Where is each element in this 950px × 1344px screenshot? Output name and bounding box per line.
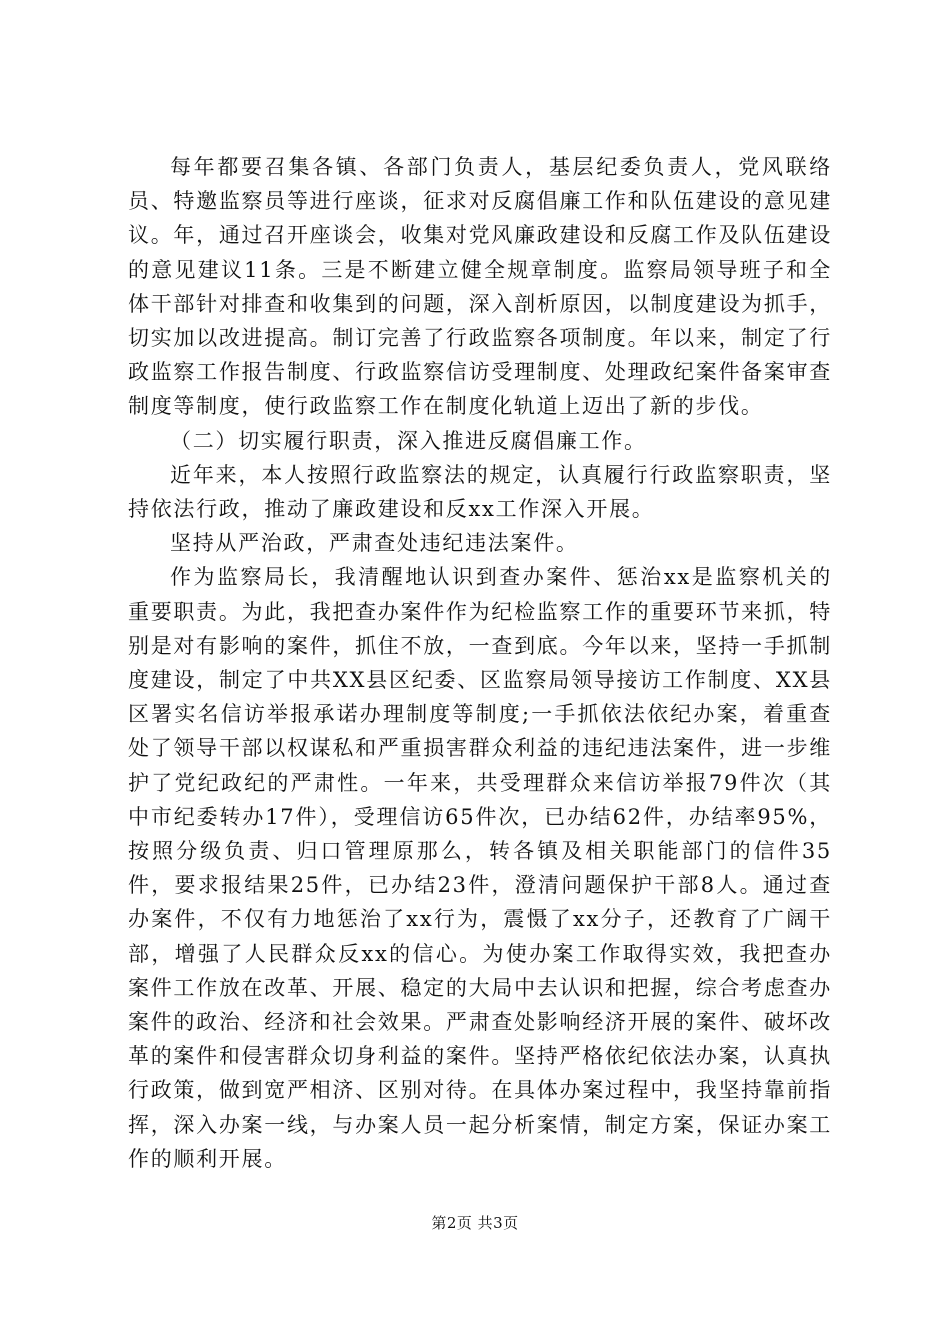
paragraph-case-handling: 作为监察局长，我清醒地认识到查办案件、惩治xx是监察机关的重要职责。为此，我把查办案件作为纪检监察工作的重要环节来抓，特别是对有影响的案件，抓住不放，一查到底。今年以来，坚持一手抓制度建设，制定了中共XX县区纪委、区监察局领导接访工作制度、XX县区署实名信访举报承诺办理制度等制度;一手抓依法依纪办案，着重查处了领导干部以权谋私和严重损害群众利益的违纪违法案件，进一步维护了党纪政纪的严肃性。一年来，共受理群众来信访举报79件次（其中市纪委转办17件），受理信访65件次，已办结62件，办结率95%，按照分级负责、归口管理原那么，转各镇及相关职能部门的信件35件，要求报结果25件，已办结23件，澄清问题保护干部8人。通过查办案件，不仅有力地惩治了xx行为，震慑了xx分子，还教育了广阔干部，增强了人民群众反xx的信心。为使办案工作取得实效，我把查办案件工作放在改革、开展、稳定的大局中去认识和把握，综合考虑查办案件的政治、经济和社会效果。严肃查处影响经济开展的案件、破坏改革的案件和侵害群众切身利益的案件。坚持严格依纪依法办案，认真执行政策，做到宽严相济、区别对待。在具体办案过程中，我坚持靠前指挥，深入办案一线，与办案人员一起分析案情，制定方案，保证办案工作的顺利开展。: [128, 565, 832, 1171]
section-heading: （二）切实履行职责，深入推进反腐倡廉工作。: [170, 428, 647, 453]
paragraph-meetings-and-rules: 每年都要召集各镇、各部门负责人，基层纪委负责人，党风联络员、特邀监察员等进行座谈，征求对反腐倡廉工作和队伍建设的意见建议。年，通过召开座谈会，收集对党风廉政建设和反腐工作及队伍建设的意见建议11条。三是不断建立健全规章制度。监察局领导班子和全体干部针对排查和收集到的问题，深入剖析原因，以制度建设为抓手，切实加以改进提高。制订完善了行政监察各项制度。年以来，制定了行政监察工作报告制度、行政监察信访受理制度、处理政纪案件备案审查制度等制度，使行政监察工作在制度化轨道上迈出了新的步伐。: [128, 155, 832, 419]
paragraph-duties: 近年来，本人按照行政监察法的规定，认真履行行政监察职责，坚持依法行政，推动了廉政建设和反xx工作深入开展。: [128, 462, 832, 522]
subsection-heading: 坚持从严治政，严肃查处违纪违法案件。: [170, 531, 579, 556]
document-body: [128, 150, 832, 1176]
page-number-footer: 第2页 共3页: [431, 1214, 519, 1232]
